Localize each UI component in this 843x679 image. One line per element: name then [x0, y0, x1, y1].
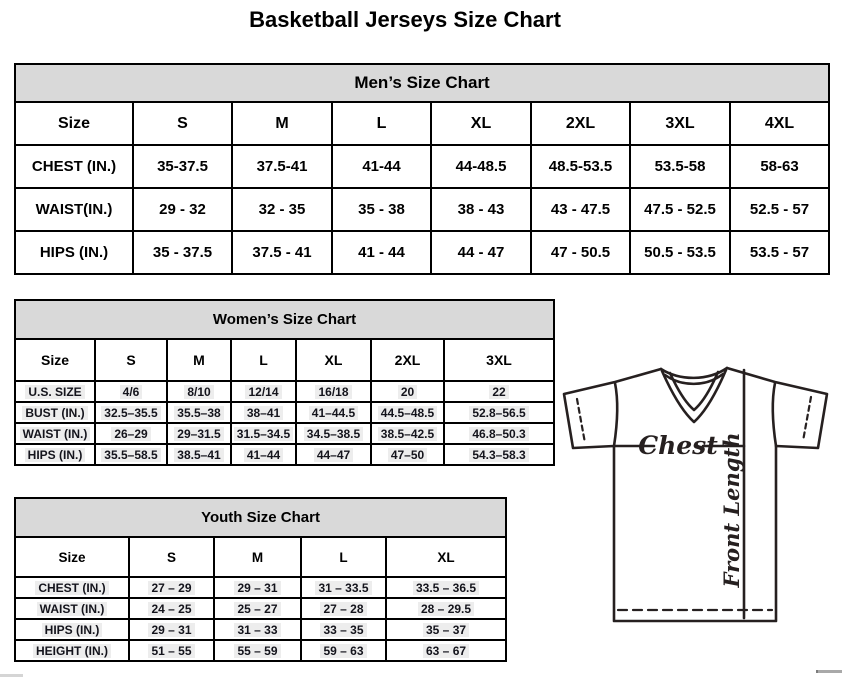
size-value-cell: [301, 640, 386, 661]
cell-text: 29 – 31: [148, 623, 194, 637]
cell-text: 16/18: [315, 385, 351, 399]
size-value-cell: [296, 444, 371, 465]
cell-text: 20: [398, 385, 417, 399]
row-label: [15, 577, 129, 598]
size-value-cell: 58-63: [730, 145, 829, 188]
size-value-cell: [444, 423, 554, 444]
cell-text: 24 – 25: [148, 602, 194, 616]
size-value-cell: [129, 640, 214, 661]
size-value-cell: [214, 577, 301, 598]
size-value-cell: 53.5 - 57: [730, 231, 829, 274]
size-value-cell: 44-48.5: [431, 145, 531, 188]
size-value-cell: 38 - 43: [431, 188, 531, 231]
row-label: [15, 619, 129, 640]
cell-text: U.S. SIZE: [25, 385, 84, 399]
size-value-cell: [301, 598, 386, 619]
cell-text: 47–50: [388, 448, 427, 462]
size-value-cell: 35 - 38: [332, 188, 431, 231]
size-value-cell: [214, 619, 301, 640]
cell-text: 29–31.5: [174, 427, 223, 441]
cell-text: 46.8–50.3: [469, 427, 528, 441]
youth-chart-header-l: L: [301, 537, 386, 577]
size-value-cell: [167, 444, 231, 465]
cell-text: 51 – 55: [148, 644, 194, 658]
size-value-cell: [371, 444, 444, 465]
size-value-cell: [301, 619, 386, 640]
cell-text: 27 – 29: [148, 581, 194, 595]
size-value-cell: 44 - 47: [431, 231, 531, 274]
cell-text: 35.5–58.5: [101, 448, 160, 462]
womens-chart-header-m: M: [167, 339, 231, 381]
size-value-cell: [231, 444, 296, 465]
size-value-cell: [386, 619, 506, 640]
cell-text: 52.8–56.5: [469, 406, 528, 420]
womens-chart-header-2xl: 2XL: [371, 339, 444, 381]
mens-chart-title: Men’s Size Chart: [15, 64, 829, 102]
cell-text: 41–44.5: [309, 406, 358, 420]
size-value-cell: 50.5 - 53.5: [630, 231, 730, 274]
size-value-cell: 37.5-41: [232, 145, 332, 188]
size-value-cell: [129, 619, 214, 640]
size-value-cell: 47.5 - 52.5: [630, 188, 730, 231]
cell-text: 44.5–48.5: [378, 406, 437, 420]
row-label: [15, 640, 129, 661]
size-value-cell: [386, 598, 506, 619]
row-label: WAIST(IN.): [15, 188, 133, 231]
mens-chart-header-3xl: 3XL: [630, 102, 730, 145]
cell-text: 54.3–58.3: [469, 448, 528, 462]
size-value-cell: [231, 381, 296, 402]
cell-text: HEIGHT (IN.): [33, 644, 111, 658]
size-value-cell: [95, 381, 167, 402]
row-label: CHEST (IN.): [15, 145, 133, 188]
cell-text: 22: [489, 385, 508, 399]
cell-text: 25 – 27: [234, 602, 280, 616]
size-value-cell: [129, 598, 214, 619]
size-value-cell: [296, 402, 371, 423]
youth-chart-header-size: Size: [15, 537, 129, 577]
page-title: Basketball Jerseys Size Chart: [249, 7, 561, 32]
size-value-cell: [231, 402, 296, 423]
cell-text: HIPS (IN.): [42, 623, 103, 637]
size-value-cell: [371, 423, 444, 444]
jersey-cuff-dash-right: [803, 397, 811, 441]
size-value-cell: [444, 444, 554, 465]
jersey-armhole-left: [614, 383, 617, 446]
jersey-outline: [564, 368, 827, 621]
size-value-cell: [214, 598, 301, 619]
cell-text: 12/14: [245, 385, 281, 399]
womens-chart-row: [15, 423, 554, 444]
cell-text: 34.5–38.5: [304, 427, 363, 441]
size-value-cell: [167, 423, 231, 444]
size-value-cell: [214, 640, 301, 661]
size-value-cell: 37.5 - 41: [232, 231, 332, 274]
size-value-cell: [444, 402, 554, 423]
size-value-cell: [444, 381, 554, 402]
cell-text: 44–47: [314, 448, 353, 462]
youth-chart-title: Youth Size Chart: [15, 498, 506, 537]
womens-chart-header-s: S: [95, 339, 167, 381]
cell-text: 35.5–38: [174, 406, 223, 420]
cell-text: 4/6: [120, 385, 143, 399]
youth-chart-row: [15, 577, 506, 598]
cell-text: 26–29: [111, 427, 150, 441]
size-value-cell: [371, 402, 444, 423]
mens-chart-header-4xl: 4XL: [730, 102, 829, 145]
mens-chart-header-2xl: 2XL: [531, 102, 630, 145]
womens-chart-header-3xl: 3XL: [444, 339, 554, 381]
size-value-cell: [95, 444, 167, 465]
chest-label: Chest: [638, 431, 718, 460]
size-value-cell: [167, 402, 231, 423]
cell-text: 55 – 59: [234, 644, 280, 658]
youth-chart-header-xl: XL: [386, 537, 506, 577]
youth-chart-row: [15, 619, 506, 640]
cell-text: 31.5–34.5: [234, 427, 293, 441]
mens-chart-header-s: S: [133, 102, 232, 145]
cell-text: WAIST (IN.): [20, 427, 91, 441]
youth-chart-row: [15, 598, 506, 619]
cell-text: 38.5–41: [174, 448, 223, 462]
cell-text: HIPS (IN.): [25, 448, 86, 462]
cell-text: 38.5–42.5: [378, 427, 437, 441]
womens-chart-title: Women’s Size Chart: [15, 300, 554, 339]
cell-text: 35 – 37: [423, 623, 469, 637]
cell-text: BUST (IN.): [22, 406, 87, 420]
size-value-cell: [386, 577, 506, 598]
mens-chart-header-m: M: [232, 102, 332, 145]
mens-chart-header-size: Size: [15, 102, 133, 145]
mens-chart-row: [15, 188, 829, 231]
youth-size-chart-table: [14, 497, 507, 662]
cell-text: 31 – 33: [234, 623, 280, 637]
cell-text: 8/10: [184, 385, 213, 399]
row-label: [15, 444, 95, 465]
front-length-label: Front Length: [719, 432, 744, 588]
mens-chart-header-xl: XL: [431, 102, 531, 145]
size-value-cell: 41 - 44: [332, 231, 431, 274]
size-value-cell: [386, 640, 506, 661]
cell-text: 41–44: [244, 448, 283, 462]
cell-text: 33.5 – 36.5: [413, 581, 479, 595]
size-value-cell: 41-44: [332, 145, 431, 188]
row-label: [15, 402, 95, 423]
size-value-cell: 52.5 - 57: [730, 188, 829, 231]
size-value-cell: [95, 423, 167, 444]
size-value-cell: [129, 577, 214, 598]
row-label: [15, 423, 95, 444]
cell-text: 27 – 28: [320, 602, 366, 616]
size-value-cell: [167, 381, 231, 402]
cell-text: 31 – 33.5: [315, 581, 371, 595]
size-value-cell: 35 - 37.5: [133, 231, 232, 274]
jersey-cuff-dash-left: [577, 399, 585, 443]
youth-chart-header-m: M: [214, 537, 301, 577]
womens-chart-row: [15, 402, 554, 423]
size-value-cell: [296, 381, 371, 402]
row-label: [15, 598, 129, 619]
cell-text: 59 – 63: [320, 644, 366, 658]
size-value-cell: [301, 577, 386, 598]
jersey-armhole-right: [773, 383, 776, 446]
womens-chart-header-xl: XL: [296, 339, 371, 381]
size-value-cell: 43 - 47.5: [531, 188, 630, 231]
mens-chart-header-l: L: [332, 102, 431, 145]
size-value-cell: 47 - 50.5: [531, 231, 630, 274]
cell-text: 28 – 29.5: [418, 602, 474, 616]
cell-text: 33 – 35: [320, 623, 366, 637]
cell-text: 29 – 31: [234, 581, 280, 595]
size-value-cell: [231, 423, 296, 444]
size-value-cell: [95, 402, 167, 423]
size-value-cell: 53.5-58: [630, 145, 730, 188]
cell-text: 63 – 67: [423, 644, 469, 658]
cell-text: CHEST (IN.): [35, 581, 108, 595]
mens-chart-row: [15, 231, 829, 274]
womens-chart-row: [15, 381, 554, 402]
cell-text: WAIST (IN.): [37, 602, 108, 616]
youth-chart-row: [15, 640, 506, 661]
size-value-cell: [371, 381, 444, 402]
scrollbar-fragment-left: [0, 674, 23, 677]
size-value-cell: 35-37.5: [133, 145, 232, 188]
row-label: [15, 381, 95, 402]
womens-chart-row: [15, 444, 554, 465]
cell-text: 38–41: [244, 406, 283, 420]
mens-chart-row: [15, 145, 829, 188]
womens-chart-header-l: L: [231, 339, 296, 381]
cell-text: 32.5–35.5: [101, 406, 160, 420]
scrollbar-fragment-right: [816, 670, 842, 673]
size-value-cell: [296, 423, 371, 444]
womens-size-chart-table: [14, 299, 555, 466]
size-value-cell: 48.5-53.5: [531, 145, 630, 188]
youth-chart-header-s: S: [129, 537, 214, 577]
mens-size-chart-table: [14, 63, 830, 275]
size-value-cell: 32 - 35: [232, 188, 332, 231]
jersey-measurement-diagram: [560, 360, 840, 674]
row-label: HIPS (IN.): [15, 231, 133, 274]
size-value-cell: 29 - 32: [133, 188, 232, 231]
womens-chart-header-size: Size: [15, 339, 95, 381]
